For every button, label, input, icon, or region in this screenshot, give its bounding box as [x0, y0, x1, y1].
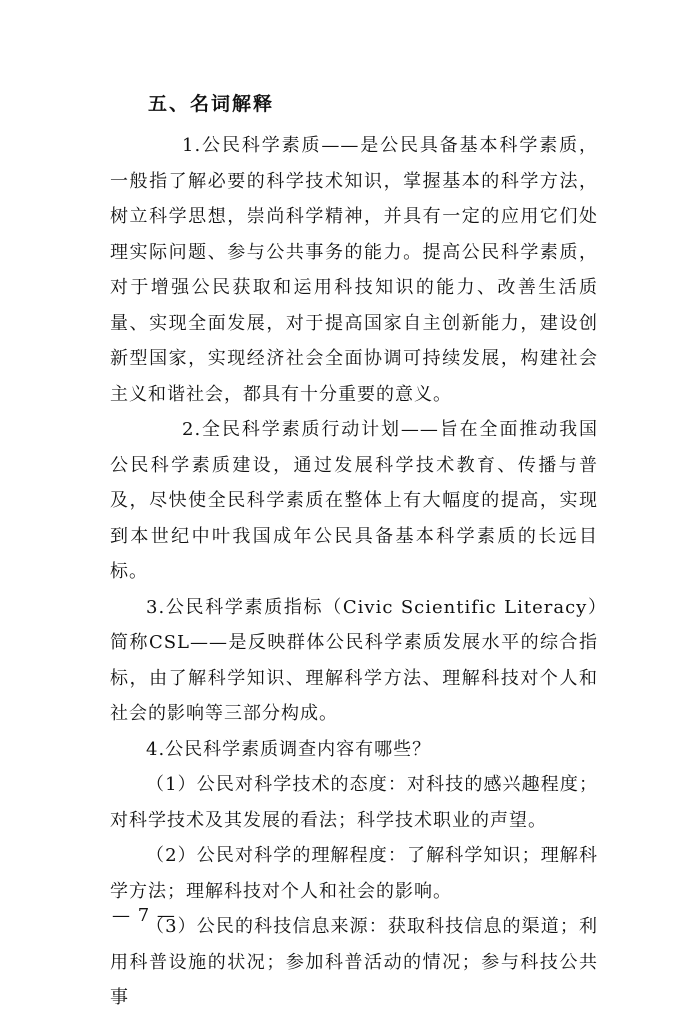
paragraph-definition-2: 2.全民科学素质行动计划——旨在全面推动我国公民科学素质建设，通过发展科学技术教育、传播与普及，尽快使全民科学素质在整体上有大幅度的提高，实现到本世纪中叶我国成年公民具备基本科学素质的长远目标。 — [110, 419, 598, 582]
paragraph-item-3: （3）公民的科技信息来源：获取科技信息的渠道；利用科普设施的状况；参加科普活动的情况；参与科技公共事 — [110, 916, 598, 1008]
section-heading: 五、名词解释 — [148, 93, 275, 115]
paragraph-item-1: （1）公民对科学技术的态度：对科技的感兴趣程度；对科学技术及其发展的看法；科学技术职业的声望。 — [110, 774, 598, 831]
paragraph-item-2: （2）公民对科学的理解程度：了解科学知识；理解科学方法；理解科技对个人和社会的影响。 — [110, 845, 598, 902]
paragraph-definition-1: 1.公民科学素质——是公民具备基本科学素质，一般指了解必要的科学技术知识，掌握基本的科学方法，树立科学思想，崇尚科学精神，并具有一定的应用它们处理实际问题、参与公共事务的能力。提高公民科学素质，对于增强公民获取和运用科技知识的能力、改善生活质量、实现全面发展，对于提高国家自主创新能力，建设创新型国家，实现经济社会全面协调可持续发展，构建社会主义和谐社会，都具有十分重要的意义。 — [110, 135, 598, 405]
paragraph-question-4: 4.公民科学素质调查内容有哪些？ — [146, 738, 432, 760]
page-number: — 7 — — [112, 905, 176, 926]
paragraph-definition-3: 3.公民科学素质指标（Civic Scientific Literacy）简称CSL——是反映群体公民科学素质发展水平的综合指标，由了解科学知识、理解科学方法、理解科技对个人和社会的影响等三部分构成。 — [110, 596, 598, 724]
document-body — [110, 84, 598, 1016]
